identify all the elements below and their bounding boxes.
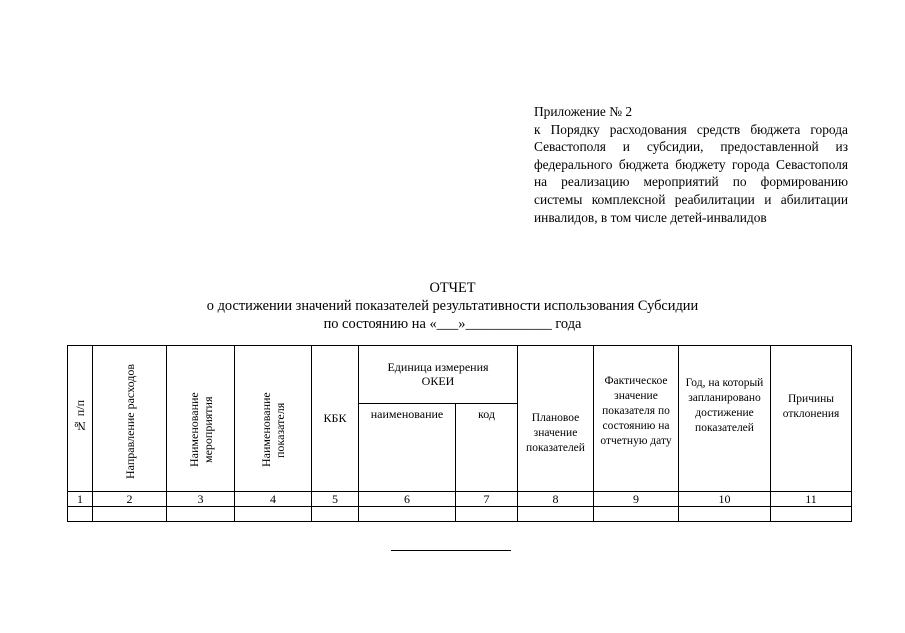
header-actual-value-label: Фактическое значение показателя по состоянию на отчетную дату (600, 375, 672, 447)
header-plan-value-label: Плановое значение показателей (526, 412, 585, 454)
column-number: 10 (679, 492, 771, 507)
report-subtitle: о достижении значений показателей результативности использования Субсидии (206, 298, 699, 314)
table-cell (68, 507, 93, 522)
header-kbk-label: КБК (323, 411, 347, 425)
column-number: 4 (235, 492, 312, 507)
report-date-line: по состоянию на «___»____________ года (323, 316, 582, 332)
column-number: 9 (594, 492, 679, 507)
header-unit-name-label: наименование (370, 407, 444, 421)
header-year-planned-label: Год, на который запланировано достижение показателей (685, 377, 764, 434)
header-reasons-label: Причины отклонения (782, 393, 840, 420)
column-number: 2 (93, 492, 167, 507)
header-event-name-label: Наименование мероприятия (186, 392, 215, 468)
appendix-block (534, 103, 848, 226)
table-cell (167, 507, 235, 522)
header-year-planned (679, 346, 771, 492)
header-indicator-name-label: Наименование показателя (259, 392, 287, 468)
header-direction (93, 346, 167, 492)
table-cell (594, 507, 679, 522)
table-cell (679, 507, 771, 522)
header-plan-value (518, 346, 594, 492)
column-number: 11 (771, 492, 852, 507)
appendix-title: Приложение № 2 (534, 104, 633, 119)
report-table (67, 345, 852, 522)
column-number: 8 (518, 492, 594, 507)
header-num-label: № п/п (73, 400, 87, 434)
header-actual-value (594, 346, 679, 492)
column-number: 7 (456, 492, 518, 507)
table-cell (235, 507, 312, 522)
header-direction-label: Направление расходов (122, 363, 137, 480)
table-cell (456, 507, 518, 522)
header-unit-code-label: код (478, 407, 495, 421)
table-cell (771, 507, 852, 522)
report-title: ОТЧЕТ (429, 280, 476, 296)
header-unit-name (359, 404, 456, 492)
column-number: 5 (312, 492, 359, 507)
header-unit-group (359, 346, 518, 404)
column-number: 6 (359, 492, 456, 507)
header-kbk (312, 346, 359, 492)
table-cell (518, 507, 594, 522)
table-cell (312, 507, 359, 522)
header-reasons (771, 346, 852, 492)
header-indicator-name (235, 346, 312, 492)
column-number: 1 (68, 492, 93, 507)
table-cell (93, 507, 167, 522)
appendix-body: к Порядку расходования средств бюджета города Севастополя и субсидии, предоставленной из федерального бюджета бюджету города Севастополя на реализацию мероприятий по формированию системы комплексной реабилитации и абилитации инвалидов, в том числе детей-инвалидов (534, 121, 848, 225)
header-unit-code (456, 404, 518, 492)
header-event-name (167, 346, 235, 492)
table-cell (359, 507, 456, 522)
signature-line (391, 550, 511, 551)
column-number: 3 (167, 492, 235, 507)
header-unit-group-label: Единица измерения ОКЕИ (387, 360, 489, 388)
header-num (68, 346, 93, 492)
column-numbers-row (68, 492, 852, 507)
empty-data-row (68, 507, 852, 522)
